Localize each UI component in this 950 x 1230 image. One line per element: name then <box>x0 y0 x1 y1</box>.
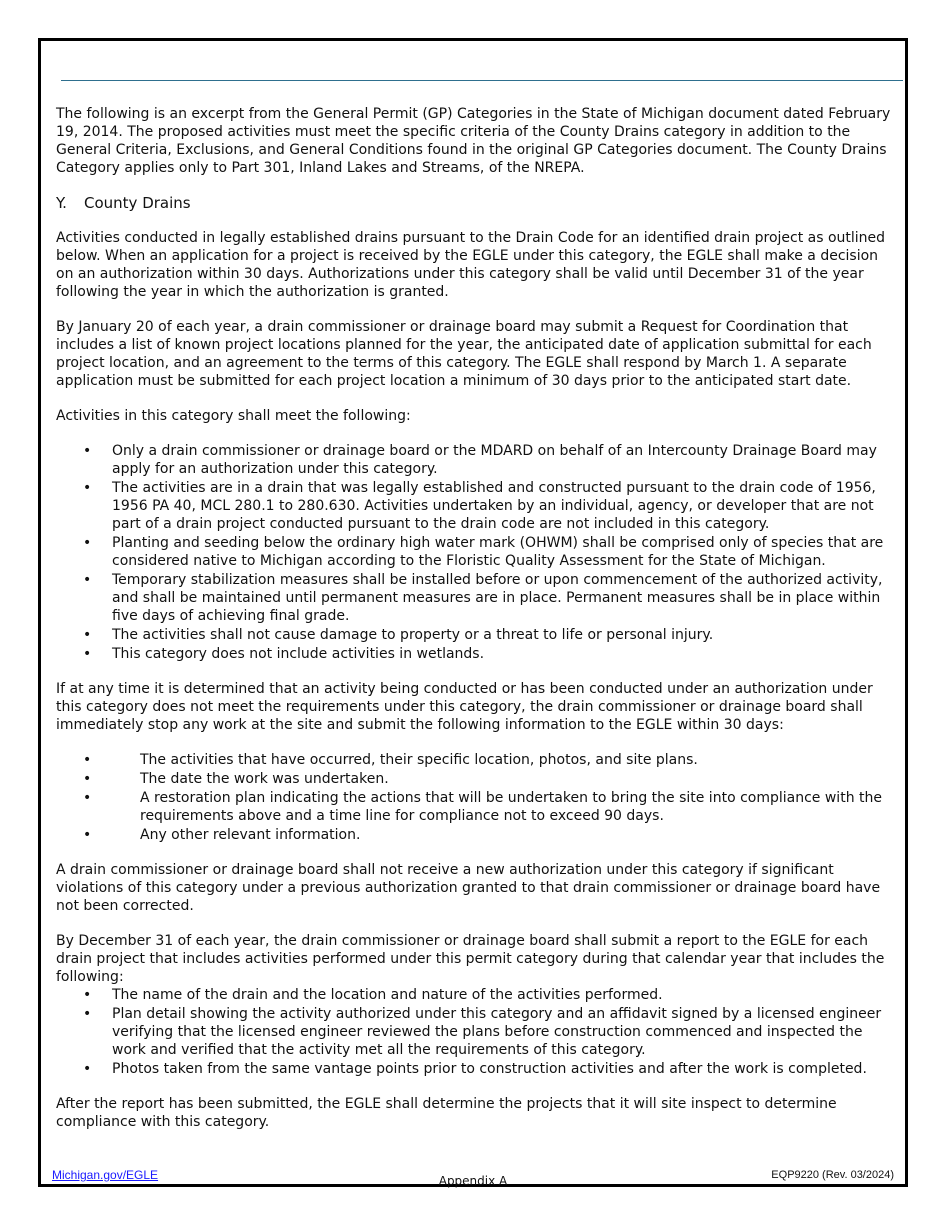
bullet-icon: • <box>83 480 92 496</box>
section-title: County Drains <box>84 194 191 212</box>
bullet-icon: • <box>83 771 92 787</box>
bullet-icon: • <box>83 1061 92 1077</box>
criteria-list <box>56 442 898 663</box>
list-item <box>56 789 898 825</box>
footer-form-id: EQP9220 (Rev. 03/2024) <box>771 1169 894 1181</box>
list-item-text: Photos taken from the same vantage points prior to construction activities and after the work is completed. <box>112 1061 867 1077</box>
list-item <box>56 534 898 570</box>
bullet-icon: • <box>83 572 92 588</box>
list-item <box>56 571 898 625</box>
section-heading <box>56 194 898 212</box>
list-item-text: The date the work was undertaken. <box>140 771 389 787</box>
list-item <box>56 479 898 533</box>
list-item-text: Plan detail showing the activity authorized under this category and an affidavit signed by a licensed engineer verifying that the licensed engineer reviewed the plans before construction commenced and inspected the work and verified that the activity met all the requirements of this category. <box>112 1006 882 1058</box>
list-item-text: A restoration plan indicating the actions that will be undertaken to bring the site into compliance with the requirements above and a time line for compliance not to exceed 90 days. <box>140 790 882 824</box>
paragraph-coordination: By January 20 of each year, a drain commissioner or drainage board may submit a Request for Coordination that includes a list of known project locations planned for the year, the anticipated date of application submittal for each project location, and an agreement to the terms of this category. The EGLE shall respond by March 1. A separate application must be submitted for each project location a minimum of 30 days prior to the anticipated start date. <box>56 319 872 389</box>
list-item <box>56 770 898 788</box>
list-item-text: Temporary stabilization measures shall be installed before or upon commencement of the authorized activity, and shall be maintained until permanent measures are in place. Permanent measures shall be in place within five days of achieving final grade. <box>112 572 883 624</box>
list-item <box>56 986 898 1004</box>
list-item <box>56 645 898 663</box>
paragraph-annual-report: By December 31 of each year, the drain commissioner or drainage board shall submit a report to the EGLE for each drain project that includes activities performed under this permit category during that calendar year that includes the following: <box>56 933 885 985</box>
list-item-text: The activities are in a drain that was legally established and constructed pursuant to the drain code of 1956, 1956 PA 40, MCL 280.1 to 280.630. Activities undertaken by an individual, agency, or developer that are not part of a drain project conducted pursuant to the drain code are not included in this category. <box>112 480 876 532</box>
list-item-text: Any other relevant information. <box>140 827 361 843</box>
document-body <box>56 105 898 1148</box>
paragraph-no-new-authorization: A drain commissioner or drainage board shall not receive a new authorization under this category if significant violations of this category under a previous authorization granted to that drain commissioner or drainage board have not been corrected. <box>56 862 881 914</box>
bullet-icon: • <box>83 646 92 662</box>
list-item <box>56 826 898 844</box>
bullet-icon: • <box>83 752 92 768</box>
list-item <box>56 442 898 478</box>
list-item <box>56 626 898 644</box>
bullet-icon: • <box>83 627 92 643</box>
paragraph-criteria-intro: Activities in this category shall meet the following: <box>56 408 411 424</box>
section-number: Y. <box>56 194 67 212</box>
bullet-icon: • <box>83 535 92 551</box>
list-item-text: The activities that have occurred, their specific location, photos, and site plans. <box>140 752 698 768</box>
list-item <box>56 1060 898 1078</box>
list-item-text: Planting and seeding below the ordinary high water mark (OHWM) shall be comprised only of species that are considered native to Michigan according to the Floristic Quality Assessment for the State of Michigan. <box>112 535 884 569</box>
list-item <box>56 751 898 769</box>
footer-egle-link[interactable]: Michigan.gov/EGLE <box>52 1168 159 1182</box>
intro-paragraph: The following is an excerpt from the General Permit (GP) Categories in the State of Michigan document dated February 19, 2014. The proposed activities must meet the specific criteria of the County Drains category in addition to the General Criteria, Exclusions, and General Conditions found in the original GP Categories document. The County Drains Category applies only to Part 301, Inland Lakes and Streams, of the NREPA. <box>56 106 891 176</box>
bullet-icon: • <box>83 1006 92 1022</box>
list-item <box>56 1005 898 1059</box>
paragraph-site-inspection: After the report has been submitted, the EGLE shall determine the projects that it will site inspect to determine compliance with this category. <box>56 1096 837 1130</box>
list-item-text: The activities shall not cause damage to property or a threat to life or personal injury. <box>112 627 714 643</box>
violation-info-list <box>56 751 898 844</box>
bullet-icon: • <box>83 987 92 1003</box>
bullet-icon: • <box>83 443 92 459</box>
list-item-text: Only a drain commissioner or drainage board or the MDARD on behalf of an Intercounty Drainage Board may apply for an authorization under this category. <box>112 443 877 477</box>
bullet-icon: • <box>83 790 92 806</box>
header-rule <box>61 80 903 81</box>
bullet-icon: • <box>83 827 92 843</box>
paragraph-violation: If at any time it is determined that an activity being conducted or has been conducted under an authorization under this category does not meet the requirements under this category, the drain commissioner or drainage board shall immediately stop any work at the site and submit the following information to the EGLE within 30 days: <box>56 681 873 733</box>
list-item-text: The name of the drain and the location and nature of the activities performed. <box>112 987 663 1003</box>
footer-appendix-label: Appendix A <box>438 1174 508 1188</box>
paragraph-purpose: Activities conducted in legally established drains pursuant to the Drain Code for an identified drain project as outlined below. When an application for a project is received by the EGLE under this category, the EGLE shall make a decision on an authorization within 30 days. Authorizations under this category shall be valid until December 31 of the year following the year in which the authorization is granted. <box>56 230 886 300</box>
page-frame <box>38 38 908 1187</box>
list-item-text: This category does not include activities in wetlands. <box>112 646 485 662</box>
report-list <box>56 986 898 1078</box>
